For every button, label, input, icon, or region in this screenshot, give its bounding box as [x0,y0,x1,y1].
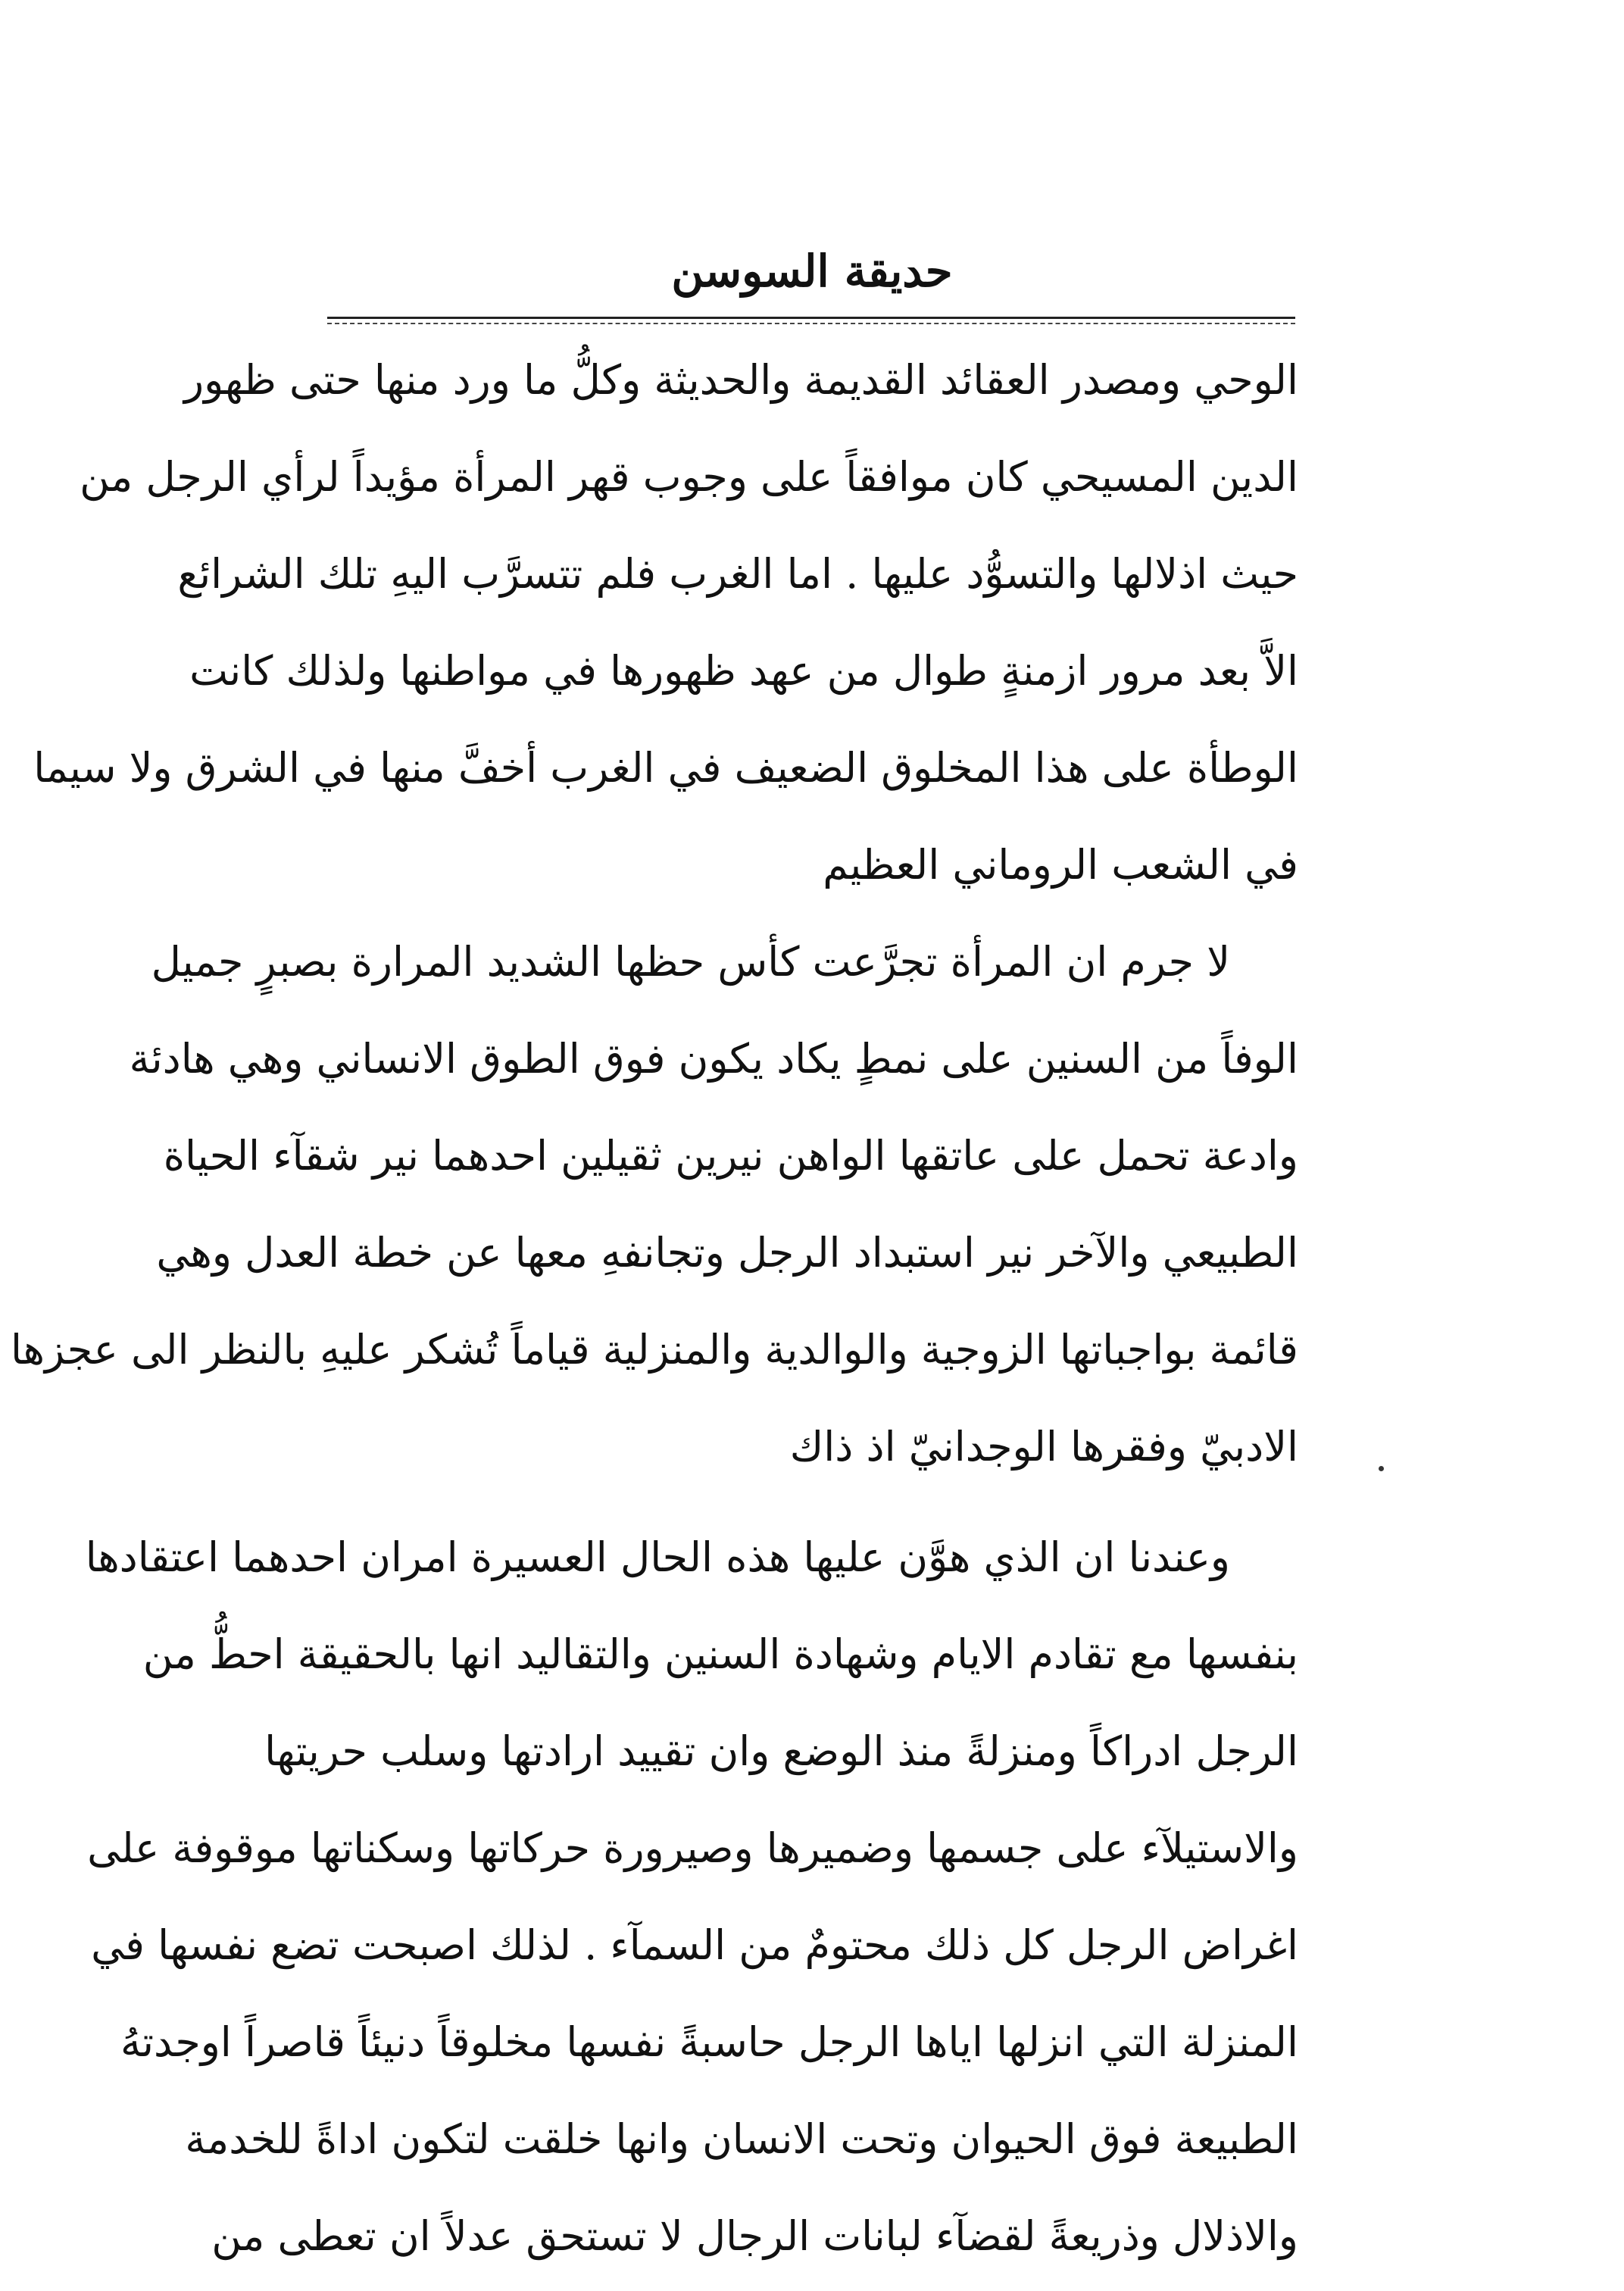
header-rule [327,317,1295,319]
text-line: وادعة تحمل على عاتقها الواهن نيرين ثقيلين احدهما نير شقآء الحياة [163,1132,1298,1180]
paragraph-1 [33,332,1298,914]
scan-speck [1379,1466,1384,1471]
text-line: الدين المسيحي كان موافقاً على وجوب قهر المرأة مؤيداً لرأي الرجل من [80,453,1298,501]
text-line: في الشعب الروماني العظيم [823,841,1298,889]
text-line: الطبيعي والآخر نير استبداد الرجل وتجانفهِ معها عن خطة العدل وهي [156,1229,1298,1277]
text-line: الوطأة على هذا المخلوق الضعيف في الغرب أخفَّ منها في الشرق ولا سيما [33,744,1298,792]
paragraph-2 [11,914,1298,1496]
text-line: قائمة بواجباتها الزوجية والوالدية والمنزلية قياماً تُشكر عليهِ بالنظر الى عجزها [11,1326,1298,1374]
text-line: اغراض الرجل كل ذلك محتومٌ من السمآء . لذلك اصبحت تضع نفسها في [91,1921,1298,1969]
text-line: الرجل ادراكاً ومنزلةً منذ الوضع وان تقييد ارادتها وسلب حريتها [264,1727,1298,1775]
text-line: الادبيّ وفقرها الوجدانيّ اذ ذاك [789,1423,1298,1471]
header-rule-dashed [327,323,1295,324]
text-line: الوفاً من السنين على نمطٍ يكاد يكون فوق الطوق الانساني وهي هادئة [129,1035,1298,1083]
paragraph-gap [317,1496,1298,1509]
paragraph-3 [85,1509,1298,2285]
text-line: والاستيلآء على جسمها وضميرها وصيرورة حركاتها وسكناتها موقوفة على [87,1824,1298,1872]
text-line: حيث اذلالها والتسوُّد عليها . اما الغرب فلم تتسرَّب اليهِ تلك الشرائع [177,550,1298,598]
text-line: وعندنا ان الذي هوَّن عليها هذه الحال العسيرة امران احدهما اعتقادها [85,1533,1230,1581]
text-line: الاَّ بعد مرور ازمنةٍ طوال من عهد ظهورها في مواطنها ولذلك كانت [189,647,1298,695]
text-line: المنزلة التي انزلها اياها الرجل حاسبةً نفسها مخلوقاً دنيئاً قاصراً اوجدتهُ [120,2018,1298,2066]
text-line: لا جرم ان المرأة تجرَّعت كأس حظها الشديد المرارة بصبرٍ جميل [151,938,1230,986]
text-line: بنفسها مع تقادم الايام وشهادة السنين والتقاليد انها بالحقيقة احطُّ من [142,1630,1298,1678]
text-line: والاذلال وذريعةً لقضآء لبانات الرجال لا تستحق عدلاً ان تعطى من [211,2212,1298,2260]
text-line: الوحي ومصدر العقائد القديمة والحديثة وكلُّ ما ورد منها حتى ظهور [184,356,1298,404]
running-title: حديقة السوسن [671,245,953,297]
text-line: الطبيعة فوق الحيوان وتحت الانسان وانها خلقت لتكون اداةً للخدمة [185,2115,1298,2163]
body-text [11,332,1298,2285]
